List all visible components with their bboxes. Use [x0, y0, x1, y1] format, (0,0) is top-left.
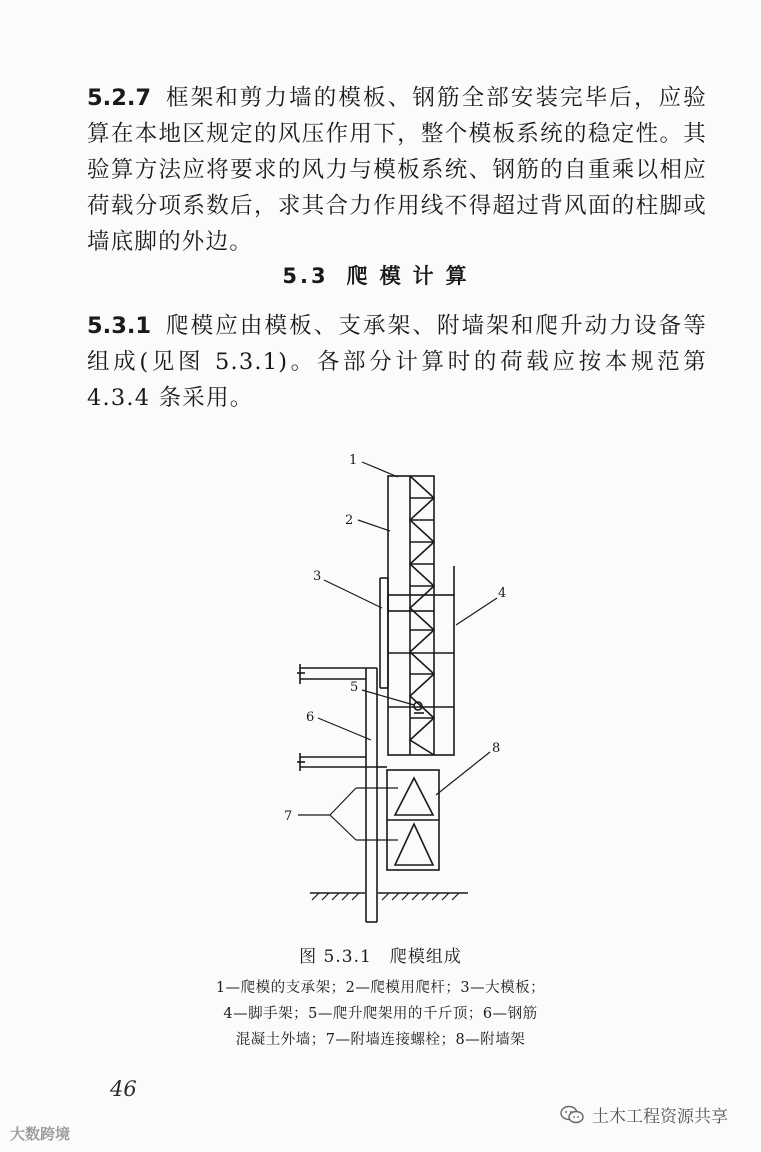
watermark-right-text: 土木工程资源共享 — [592, 1107, 728, 1127]
figure-legend-line: 4—脚手架；5—爬升爬架用的千斤顶；6—钢筋 — [223, 1006, 538, 1022]
page-number: 46 — [110, 1077, 137, 1101]
large-formwork — [380, 578, 388, 688]
label-8: 8 — [492, 741, 501, 756]
section-number: 5.3 — [282, 264, 329, 288]
figure-title: 爬模组成 — [389, 947, 462, 967]
figure-legend-line: 1—爬模的支承架；2—爬模用爬杆；3—大模板； — [215, 980, 546, 996]
clause-number: 5.2.7 — [87, 85, 152, 111]
watermark-left: 大数跨境 — [10, 1125, 71, 1143]
watermark-right — [560, 1102, 728, 1127]
clause-number: 5.3.1 — [87, 313, 152, 339]
label-3: 3 — [313, 569, 322, 584]
figure-legend-line: 混凝土外墙；7—附墙连接螺栓；8—附墙架 — [235, 1032, 526, 1048]
label-1: 1 — [349, 453, 358, 468]
label-7: 7 — [284, 809, 293, 824]
label-2: 2 — [345, 513, 354, 528]
clause-text: 框架和剪力墙的模板、钢筋全部安装完毕后，应验算在本地区规定的风压作用下，整个模板系统的稳定性。其验算方法应将要求的风力与模板系统、钢筋的自重乘以相应荷载分项系数后，求其合力作用线不得超过背风面的柱脚或墙底脚的外边。 — [87, 85, 707, 255]
clause-text: 爬模应由模板、支承架、附墙架和爬升动力设备等组成(见图 5.3.1)。各部分计算时的荷载应按本规范第 4.3.4 条采用。 — [87, 313, 707, 411]
figure-number: 图 5.3.1 — [299, 947, 372, 967]
support-frame-lattice — [388, 476, 434, 755]
leader-lines — [298, 462, 497, 840]
label-6: 6 — [306, 710, 315, 725]
figure-caption — [0, 942, 761, 967]
label-5: 5 — [350, 680, 359, 695]
concrete-wall — [297, 664, 387, 922]
wechat-icon — [560, 1105, 584, 1125]
label-4: 4 — [498, 586, 507, 601]
scaffold — [388, 566, 454, 755]
ground-hatch — [312, 893, 459, 900]
wall-attached-frame — [387, 770, 439, 870]
section-title: 爬模计算 — [346, 264, 479, 288]
